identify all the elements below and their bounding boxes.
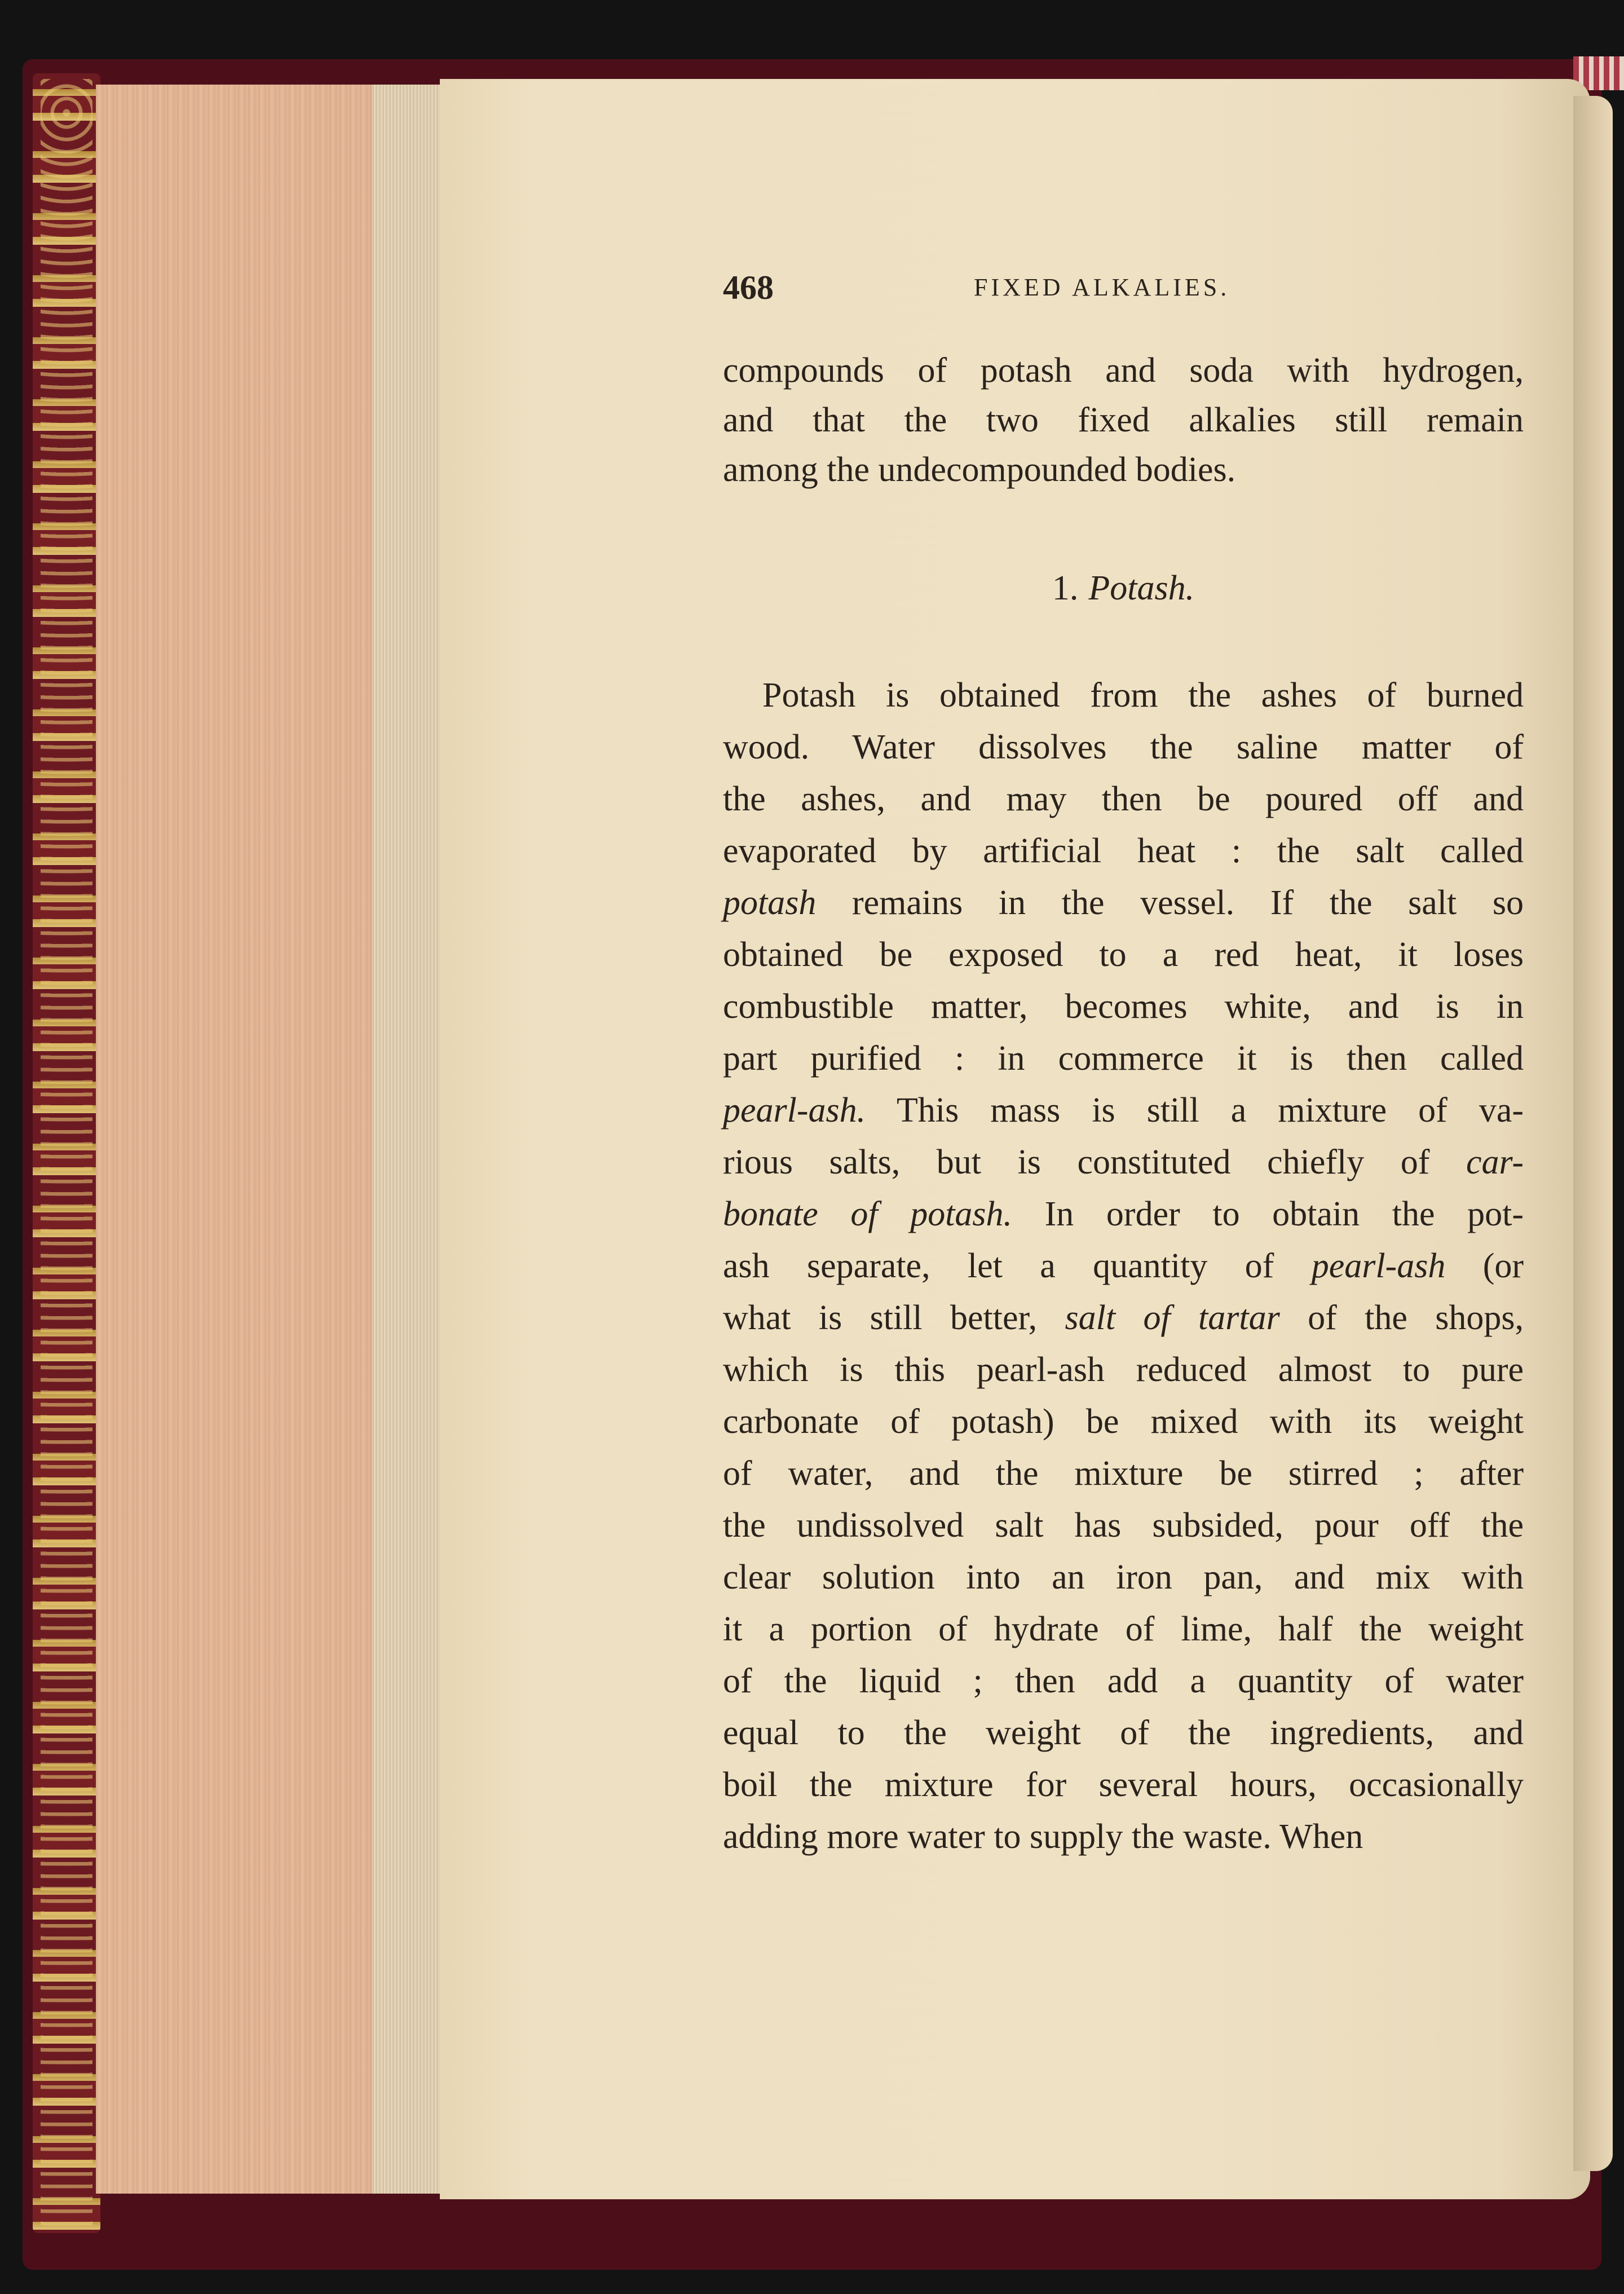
running-head bbox=[723, 268, 1287, 308]
text-run: This mass is still a mixture of va- bbox=[866, 1091, 1524, 1130]
text-run: wood. Water dissolves the saline matter of bbox=[723, 728, 1524, 766]
text-run: clear solution into an iron pan, and mix with bbox=[723, 1558, 1524, 1596]
text-run: In order to obtain the pot- bbox=[1012, 1195, 1524, 1233]
text-run: (or bbox=[1445, 1247, 1524, 1285]
opening-line: and that the two fixed alkalies still remain bbox=[723, 401, 1524, 439]
text-run: which is this pearl-ash reduced almost to pure bbox=[723, 1351, 1524, 1389]
paragraph-line bbox=[723, 1189, 1524, 1239]
paragraph-line bbox=[723, 774, 1524, 824]
paragraph-line bbox=[723, 981, 1524, 1032]
paragraph-line bbox=[723, 826, 1524, 876]
italic-term: potash bbox=[723, 884, 817, 922]
text-run: carbonate of potash) be mixed with its weight bbox=[723, 1402, 1524, 1441]
paragraph-line bbox=[723, 1085, 1524, 1136]
text-run: combustible matter, becomes white, and is in bbox=[723, 987, 1524, 1026]
text-run: Potash is obtained from the ashes of burned bbox=[762, 676, 1524, 714]
text-run: equal to the weight of the ingredients, and bbox=[723, 1714, 1524, 1752]
text-run: boil the mixture for several hours, occasionally bbox=[723, 1766, 1524, 1804]
paragraph-line bbox=[723, 1500, 1524, 1551]
page-stack-edges bbox=[372, 85, 440, 2194]
paragraph-line bbox=[723, 670, 1524, 721]
text-run: evaporated by artificial heat : the salt called bbox=[723, 832, 1524, 870]
paragraph-line bbox=[723, 1708, 1524, 1758]
opening-line: among the undecompounded bodies. bbox=[723, 451, 1236, 489]
paragraph-line bbox=[723, 929, 1524, 980]
italic-term: bonate of potash. bbox=[723, 1195, 1013, 1233]
page-number: 468 bbox=[723, 269, 774, 306]
opening-line: compounds of potash and soda with hydrogen, bbox=[723, 351, 1524, 390]
text-run: of the shops, bbox=[1279, 1299, 1524, 1337]
paragraph-line bbox=[723, 1759, 1524, 1810]
running-title: FIXED ALKALIES. bbox=[974, 273, 1230, 301]
paragraph-line bbox=[723, 1033, 1524, 1084]
paragraph-line bbox=[723, 1604, 1524, 1655]
text-run: rious salts, but is constituted chiefly of bbox=[723, 1143, 1466, 1181]
paragraph-line bbox=[723, 722, 1524, 773]
text-run: remains in the vessel. If the salt so bbox=[816, 884, 1524, 922]
text-run: the ashes, and may then be poured off and bbox=[723, 780, 1524, 818]
section-number: 1. bbox=[1052, 569, 1079, 607]
italic-term: car- bbox=[1466, 1143, 1524, 1181]
section-heading bbox=[723, 568, 1524, 608]
paragraph-line bbox=[723, 877, 1524, 928]
paragraph-line bbox=[723, 1656, 1524, 1706]
paragraph-line bbox=[723, 1552, 1524, 1603]
section-title: Potash. bbox=[1088, 569, 1195, 607]
paragraph-line bbox=[723, 1137, 1524, 1188]
paragraph-line bbox=[723, 1241, 1524, 1291]
paragraph-line bbox=[723, 1448, 1524, 1499]
text-run: adding more water to supply the waste. When bbox=[723, 1817, 1363, 1856]
paragraph-line bbox=[723, 1811, 1524, 1862]
paragraph-line bbox=[723, 1396, 1524, 1447]
paragraph-line bbox=[723, 1344, 1524, 1395]
text-run: ash separate, let a quantity of bbox=[723, 1247, 1312, 1285]
facing-page-edge bbox=[1573, 96, 1613, 2171]
italic-term: pearl-ash. bbox=[723, 1091, 866, 1130]
text-run: the undissolved salt has subsided, pour off the bbox=[723, 1506, 1524, 1545]
text-run: what is still better, bbox=[723, 1299, 1065, 1337]
page-block-edge bbox=[96, 85, 392, 2194]
text-run: it a portion of hydrate of lime, half the weight bbox=[723, 1610, 1524, 1648]
text-run: obtained be exposed to a red heat, it loses bbox=[723, 936, 1524, 974]
italic-term: pearl-ash bbox=[1311, 1247, 1446, 1285]
gilt-floral-pattern bbox=[41, 79, 92, 2227]
italic-term: salt of tartar bbox=[1065, 1299, 1280, 1337]
text-run: part purified : in commerce it is then called bbox=[723, 1039, 1524, 1078]
text-run: of water, and the mixture be stirred ; after bbox=[723, 1454, 1524, 1493]
text-run: of the liquid ; then add a quantity of water bbox=[723, 1662, 1524, 1700]
paragraph-line bbox=[723, 1292, 1524, 1343]
